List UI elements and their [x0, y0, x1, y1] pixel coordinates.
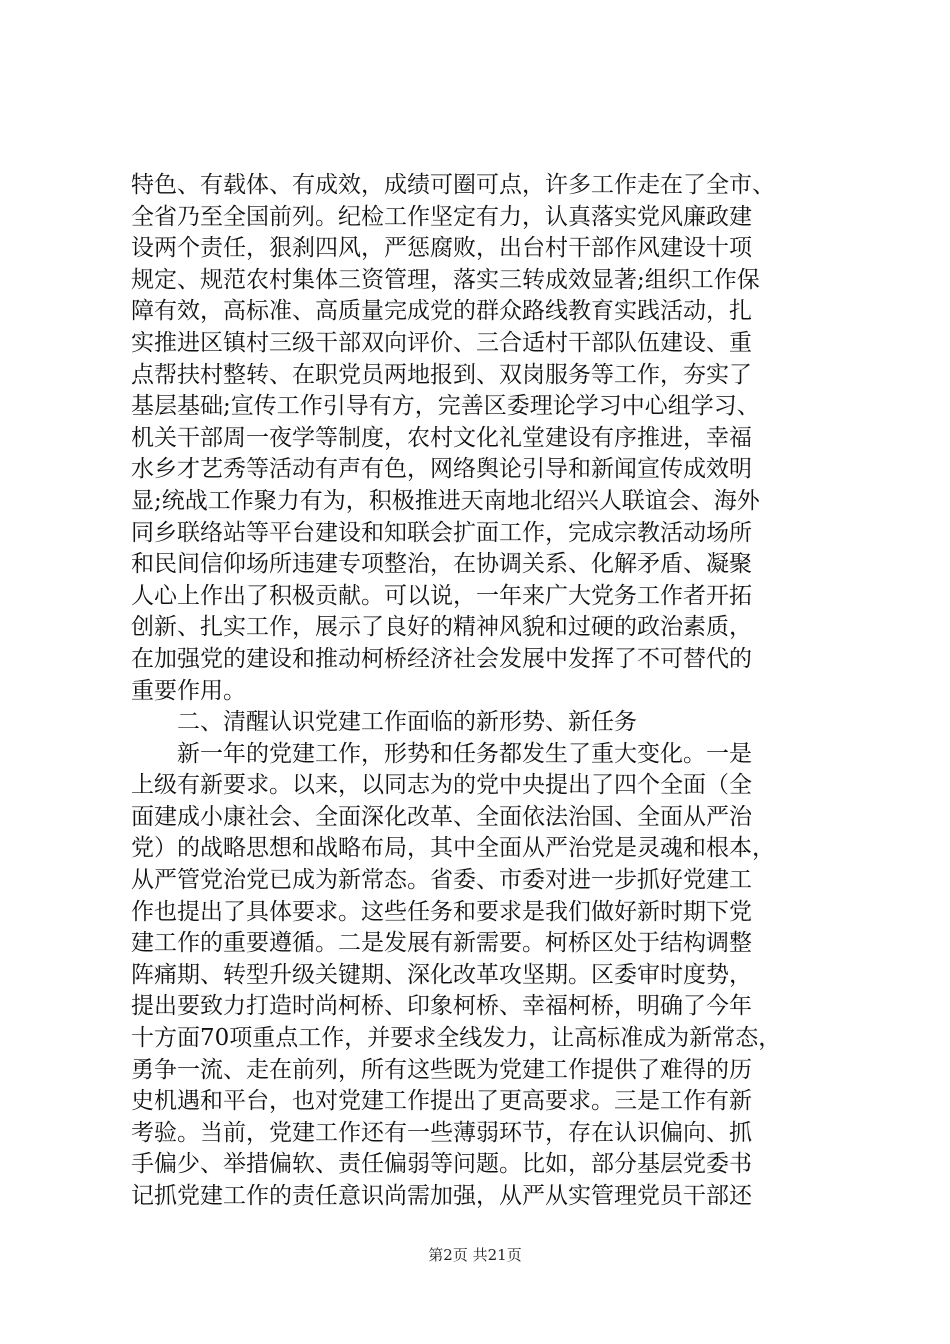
- text-line: 阵痛期、转型升级关键期、深化改革攻坚期。区委审时度势，: [131, 961, 752, 988]
- text-line: 在加强党的建设和推动柯桥经济社会发展中发挥了不可替代的: [131, 645, 752, 672]
- text-line: 党）的战略思想和战略布局，其中全面从严治党是灵魂和根本，: [131, 835, 775, 862]
- text-line: 史机遇和平台，也对党建工作提出了更高要求。三是工作有新: [131, 1088, 752, 1115]
- text-line: 从严管党治党已成为新常态。省委、市委对进一步抓好党建工: [131, 867, 752, 894]
- text-line: 机关干部周一夜学等制度，农村文化礼堂建设有序推进，幸福: [131, 424, 752, 451]
- text-line: 特色、有载体、有成效，成绩可圈可点，许多工作走在了全市、: [131, 172, 775, 198]
- text-line: 障有效，高标准、高质量完成党的群众路线教育实践活动，扎: [131, 298, 752, 325]
- text-line: 同乡联络站等平台建设和知联会扩面工作，完成宗教活动场所: [131, 519, 752, 546]
- text-line: 基层基础;宣传工作引导有方，完善区委理论学习中心组学习、: [131, 393, 760, 420]
- text-line: 十方面70项重点工作，并要求全线发力，让高标准成为新常态，: [131, 1025, 782, 1052]
- text-line: 建工作的重要遵循。二是发展有新需要。柯桥区处于结构调整: [131, 930, 752, 957]
- text-line: 作也提出了具体要求。这些任务和要求是我们做好新时期下党: [131, 898, 752, 925]
- text-line: 全省乃至全国前列。纪检工作坚定有力，认真落实党风廉政建: [131, 203, 752, 230]
- text-line: 显;统战工作聚力有为，积极推进天南地北绍兴人联谊会、海外: [131, 487, 760, 514]
- page-number-footer: 第2页 共21页: [428, 1246, 522, 1264]
- text-line: 和民间信仰场所违建专项整治，在协调关系、化解矛盾、凝聚: [131, 551, 752, 578]
- text-line: 规定、规范农村集体三资管理，落实三转成效显著;组织工作保: [131, 266, 760, 293]
- text-line: 创新、扎实工作，展示了良好的精神风貌和过硬的政治素质，: [131, 614, 752, 641]
- text-line: 设两个责任，狠刹四风，严惩腐败，出台村干部作风建设十项: [131, 235, 752, 262]
- text-line: 面建成小康社会、全面深化改革、全面依法治国、全面从严治: [131, 803, 752, 830]
- text-line: 考验。当前，党建工作还有一些薄弱环节，存在认识偏向、抓: [131, 1119, 752, 1146]
- text-line: 勇争一流、走在前列，所有这些既为党建工作提供了难得的历: [131, 1056, 752, 1083]
- text-line: 上级有新要求。以来，以同志为的党中央提出了四个全面（全: [131, 772, 752, 799]
- section-heading: 二、清醒认识党建工作面临的新形势、新任务: [177, 709, 637, 736]
- text-line: 点帮扶村整转、在职党员两地报到、双岗服务等工作，夯实了: [131, 361, 752, 388]
- text-line: 记抓党建工作的责任意识尚需加强，从严从实管理党员干部还: [131, 1183, 752, 1209]
- paragraph-first-line: 新一年的党建工作，形势和任务都发生了重大变化。一是: [177, 740, 752, 767]
- text-line: 实推进区镇村三级干部双向评价、三合适村干部队伍建设、重: [131, 329, 752, 356]
- text-line: 人心上作出了积极贡献。可以说，一年来广大党务工作者开拓: [131, 582, 752, 609]
- text-line: 重要作用。: [131, 677, 246, 704]
- text-line: 水乡才艺秀等活动有声有色，网络舆论引导和新闻宣传成效明: [131, 456, 752, 483]
- text-line: 提出要致力打造时尚柯桥、印象柯桥、幸福柯桥，明确了今年: [131, 993, 752, 1020]
- body-text: [131, 170, 831, 1213]
- text-line: 手偏少、举措偏软、责任偏弱等问题。比如，部分基层党委书: [131, 1151, 752, 1178]
